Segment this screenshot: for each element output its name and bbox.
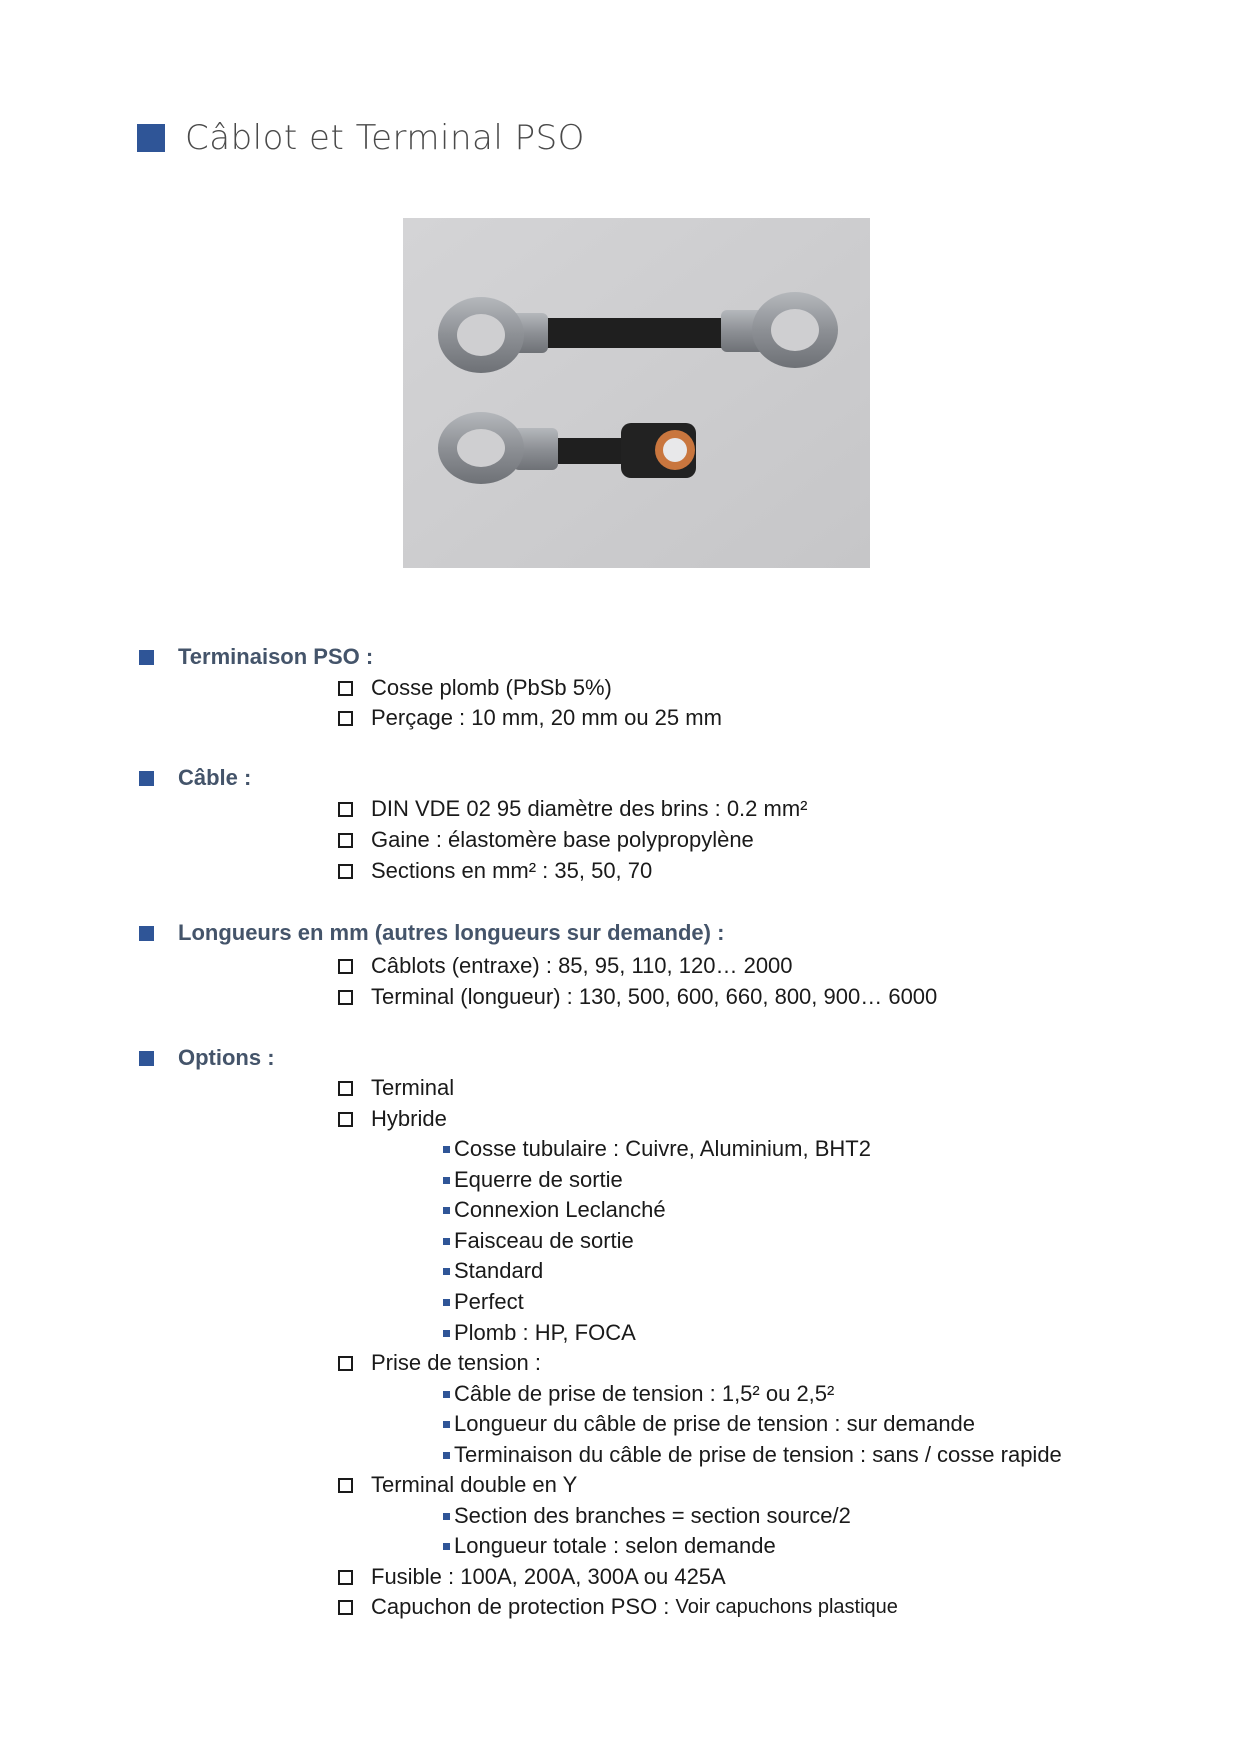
item-text: Sections en mm² : 35, 50, 70	[371, 858, 653, 883]
sub-item	[443, 1501, 851, 1531]
sub-item	[443, 1440, 1062, 1470]
section-label: Longueurs en mm (autres longueurs sur demande) :	[178, 920, 725, 945]
sub-item-text: Faisceau de sortie	[454, 1228, 634, 1253]
list-item	[338, 1073, 454, 1103]
item-text: Terminal	[371, 1075, 455, 1100]
bullet-icon	[443, 1543, 450, 1550]
checkbox-icon	[338, 1356, 353, 1371]
section-options	[139, 1043, 275, 1073]
section-longueurs	[139, 918, 724, 948]
sub-item	[443, 1531, 776, 1561]
item-text: Perçage : 10 mm, 20 mm ou 25 mm	[371, 705, 722, 730]
list-item	[338, 951, 793, 981]
sub-item	[443, 1409, 975, 1439]
item-text: Fusible : 100A, 200A, 300A ou 425A	[371, 1564, 726, 1589]
bullet-icon	[443, 1513, 450, 1520]
product-photo	[403, 218, 870, 568]
sub-item-text: Terminaison du câble de prise de tension : sans / cosse rapide	[454, 1442, 1062, 1467]
section-label: Câble :	[178, 765, 252, 790]
checkbox-icon	[338, 802, 353, 817]
checkbox-icon	[338, 681, 353, 696]
section-label: Options :	[178, 1045, 275, 1070]
sub-item-text: Longueur totale : selon demande	[454, 1533, 776, 1558]
list-item	[338, 673, 612, 703]
sub-item	[443, 1165, 623, 1195]
section-square-icon	[139, 1051, 154, 1066]
bullet-icon	[443, 1391, 450, 1398]
checkbox-icon	[338, 1570, 353, 1585]
item-text: DIN VDE 02 95 diamètre des brins : 0.2 mm²	[371, 796, 808, 821]
item-text: Prise de tension :	[371, 1350, 541, 1375]
bullet-icon	[443, 1421, 450, 1428]
title-square-icon	[137, 124, 165, 152]
page-title-row	[137, 118, 585, 158]
bullet-icon	[443, 1207, 450, 1214]
sub-item-text: Connexion Leclanché	[454, 1197, 666, 1222]
page-title: Câblot et Terminal PSO	[185, 118, 585, 158]
list-item	[338, 856, 652, 886]
checkbox-icon	[338, 1478, 353, 1493]
section-terminaison	[139, 642, 373, 672]
sub-item	[443, 1256, 543, 1286]
item-text: Terminal (longueur) : 130, 500, 600, 660, 800, 900… 6000	[371, 984, 938, 1009]
checkbox-icon	[338, 1081, 353, 1096]
list-item	[338, 794, 808, 824]
section-cable	[139, 763, 251, 793]
list-item	[338, 1592, 898, 1622]
sub-item	[443, 1379, 834, 1409]
bullet-icon	[443, 1330, 450, 1337]
item-text: Gaine : élastomère base polypropylène	[371, 827, 754, 852]
section-label: Terminaison PSO :	[178, 644, 374, 669]
sub-item-text: Longueur du câble de prise de tension : sur demande	[454, 1411, 976, 1436]
sub-item-text: Section des branches = section source/2	[454, 1503, 851, 1528]
section-square-icon	[139, 650, 154, 665]
bullet-icon	[443, 1177, 450, 1184]
checkbox-icon	[338, 1112, 353, 1127]
sub-item-text: Standard	[454, 1258, 544, 1283]
item-text: Cosse plomb (PbSb 5%)	[371, 675, 612, 700]
sub-item	[443, 1134, 871, 1164]
checkbox-icon	[338, 711, 353, 726]
bullet-icon	[443, 1146, 450, 1153]
sub-item-text: Equerre de sortie	[454, 1167, 623, 1192]
checkbox-icon	[338, 864, 353, 879]
bullet-icon	[443, 1452, 450, 1459]
checkbox-icon	[338, 1600, 353, 1615]
item-text: Hybride	[371, 1106, 447, 1131]
bullet-icon	[443, 1238, 450, 1245]
checkbox-icon	[338, 959, 353, 974]
section-square-icon	[139, 926, 154, 941]
checkbox-icon	[338, 990, 353, 1005]
sub-item-text: Perfect	[454, 1289, 524, 1314]
sub-item-text: Cosse tubulaire : Cuivre, Aluminium, BHT2	[454, 1136, 871, 1161]
list-item	[338, 825, 754, 855]
sub-item-text: Plomb : HP, FOCA	[454, 1320, 636, 1345]
bullet-icon	[443, 1299, 450, 1306]
list-item	[338, 1562, 726, 1592]
list-item	[338, 1470, 577, 1500]
checkbox-icon	[338, 833, 353, 848]
list-item	[338, 1104, 447, 1134]
list-item	[338, 1348, 541, 1378]
sub-item	[443, 1226, 634, 1256]
sub-item	[443, 1195, 666, 1225]
sub-item	[443, 1287, 524, 1317]
item-text: Câblots (entraxe) : 85, 95, 110, 120… 2000	[371, 953, 793, 978]
section-square-icon	[139, 771, 154, 786]
bullet-icon	[443, 1268, 450, 1275]
sub-item	[443, 1318, 636, 1348]
sub-item-text: Câble de prise de tension : 1,5² ou 2,5²	[454, 1381, 835, 1406]
item-text: Capuchon de protection PSO :	[371, 1594, 676, 1619]
list-item	[338, 703, 722, 733]
item-text: Terminal double en Y	[371, 1472, 578, 1497]
item-note: Voir capuchons plastique	[675, 1595, 898, 1618]
list-item	[338, 982, 937, 1012]
